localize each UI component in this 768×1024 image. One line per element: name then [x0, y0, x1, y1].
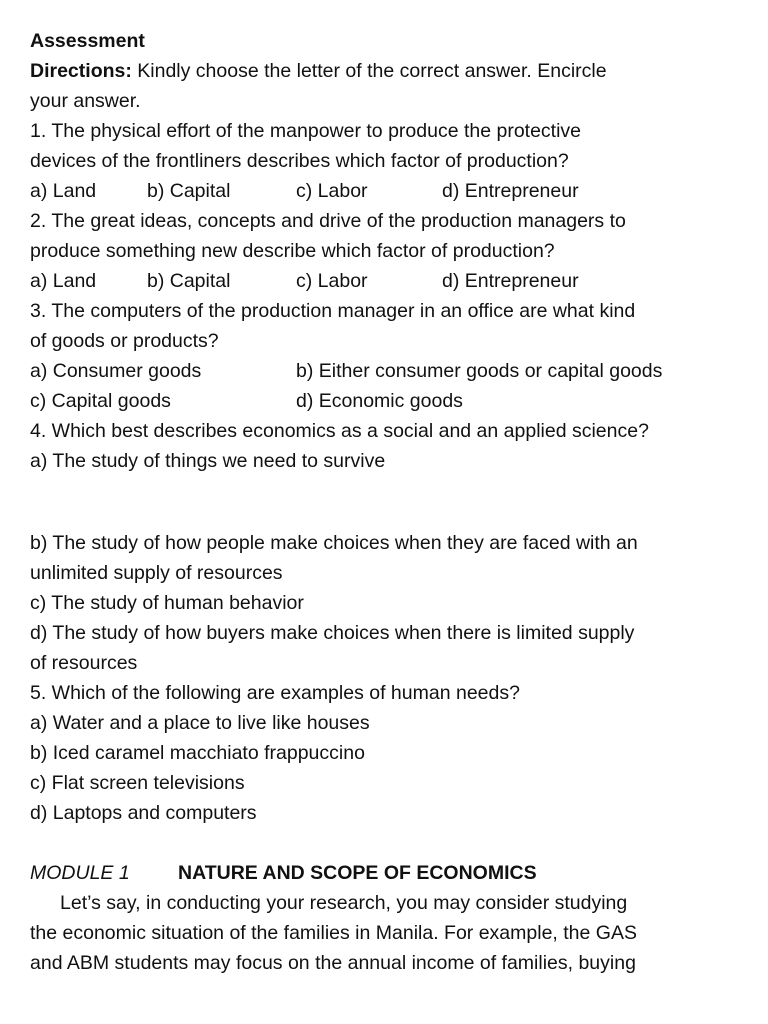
q5-option-b[interactable]: b) Iced caramel macchiato frappuccino — [30, 742, 365, 764]
q3-option-d[interactable]: d) Economic goods — [296, 390, 463, 412]
q5-option-c[interactable]: c) Flat screen televisions — [30, 772, 245, 794]
q2-stem-cont: produce something new describe which factor of production? — [30, 240, 555, 262]
q3-stem-cont: of goods or products? — [30, 330, 219, 352]
directions-label: Directions: — [30, 60, 132, 82]
q1-stem: 1. The physical effort of the manpower to produce the protective — [30, 120, 582, 142]
q2-stem: 2. The great ideas, concepts and drive of the production managers to — [30, 210, 626, 232]
q2-option-b[interactable]: b) Capital — [147, 270, 231, 292]
q1-option-b[interactable]: b) Capital — [147, 180, 231, 202]
q5-option-d[interactable]: d) Laptops and computers — [30, 802, 257, 824]
module-heading — [30, 858, 750, 888]
q4-option-a[interactable]: a) The study of things we need to survive — [30, 450, 386, 472]
q2-options — [30, 266, 750, 296]
directions-text: Kindly choose the letter of the correct answer. Encircle — [131, 60, 607, 82]
q4-option-d-cont[interactable]: of resources — [30, 652, 138, 674]
q4-stem: 4. Which best describes economics as a social and an applied science? — [30, 420, 649, 442]
directions — [30, 56, 750, 86]
module-label: MODULE 1 — [30, 862, 130, 884]
assessment-page — [30, 26, 750, 978]
q1-options — [30, 176, 750, 206]
q3-stem: 3. The computers of the production manager in an office are what kind — [30, 300, 636, 322]
q3-option-a[interactable]: a) Consumer goods — [30, 360, 202, 382]
q1-option-d[interactable]: d) Entrepreneur — [442, 180, 579, 202]
module-paragraph-line1: Let’s say, in conducting your research, you may consider studying — [60, 892, 628, 914]
q4-option-b[interactable]: b) The study of how people make choices when they are faced with an — [30, 532, 638, 554]
q1-option-a[interactable]: a) Land — [30, 180, 97, 202]
q5-stem: 5. Which of the following are examples of human needs? — [30, 682, 520, 704]
q4-option-d[interactable]: d) The study of how buyers make choices when there is limited supply — [30, 622, 635, 644]
q3-option-c[interactable]: c) Capital goods — [30, 390, 171, 412]
directions-text-cont: your answer. — [30, 90, 141, 112]
q3-options-row1 — [30, 356, 750, 386]
module-title: NATURE AND SCOPE OF ECONOMICS — [178, 862, 537, 884]
q4-option-c[interactable]: c) The study of human behavior — [30, 592, 304, 614]
section-gap — [30, 828, 750, 858]
q1-option-c[interactable]: c) Labor — [296, 180, 368, 202]
assessment-title: Assessment — [30, 30, 145, 52]
q5-option-a[interactable]: a) Water and a place to live like houses — [30, 712, 370, 734]
q2-option-d[interactable]: d) Entrepreneur — [442, 270, 579, 292]
q1-stem-cont: devices of the frontliners describes which factor of production? — [30, 150, 569, 172]
blank-space — [30, 476, 750, 528]
q3-option-b[interactable]: b) Either consumer goods or capital goods — [296, 360, 663, 382]
q4-option-b-cont[interactable]: unlimited supply of resources — [30, 562, 283, 584]
module-paragraph-line3: and ABM students may focus on the annual income of families, buying — [30, 952, 636, 974]
q2-option-c[interactable]: c) Labor — [296, 270, 368, 292]
q3-options-row2 — [30, 386, 750, 416]
module-paragraph-line2: the economic situation of the families in Manila. For example, the GAS — [30, 922, 637, 944]
q2-option-a[interactable]: a) Land — [30, 270, 97, 292]
